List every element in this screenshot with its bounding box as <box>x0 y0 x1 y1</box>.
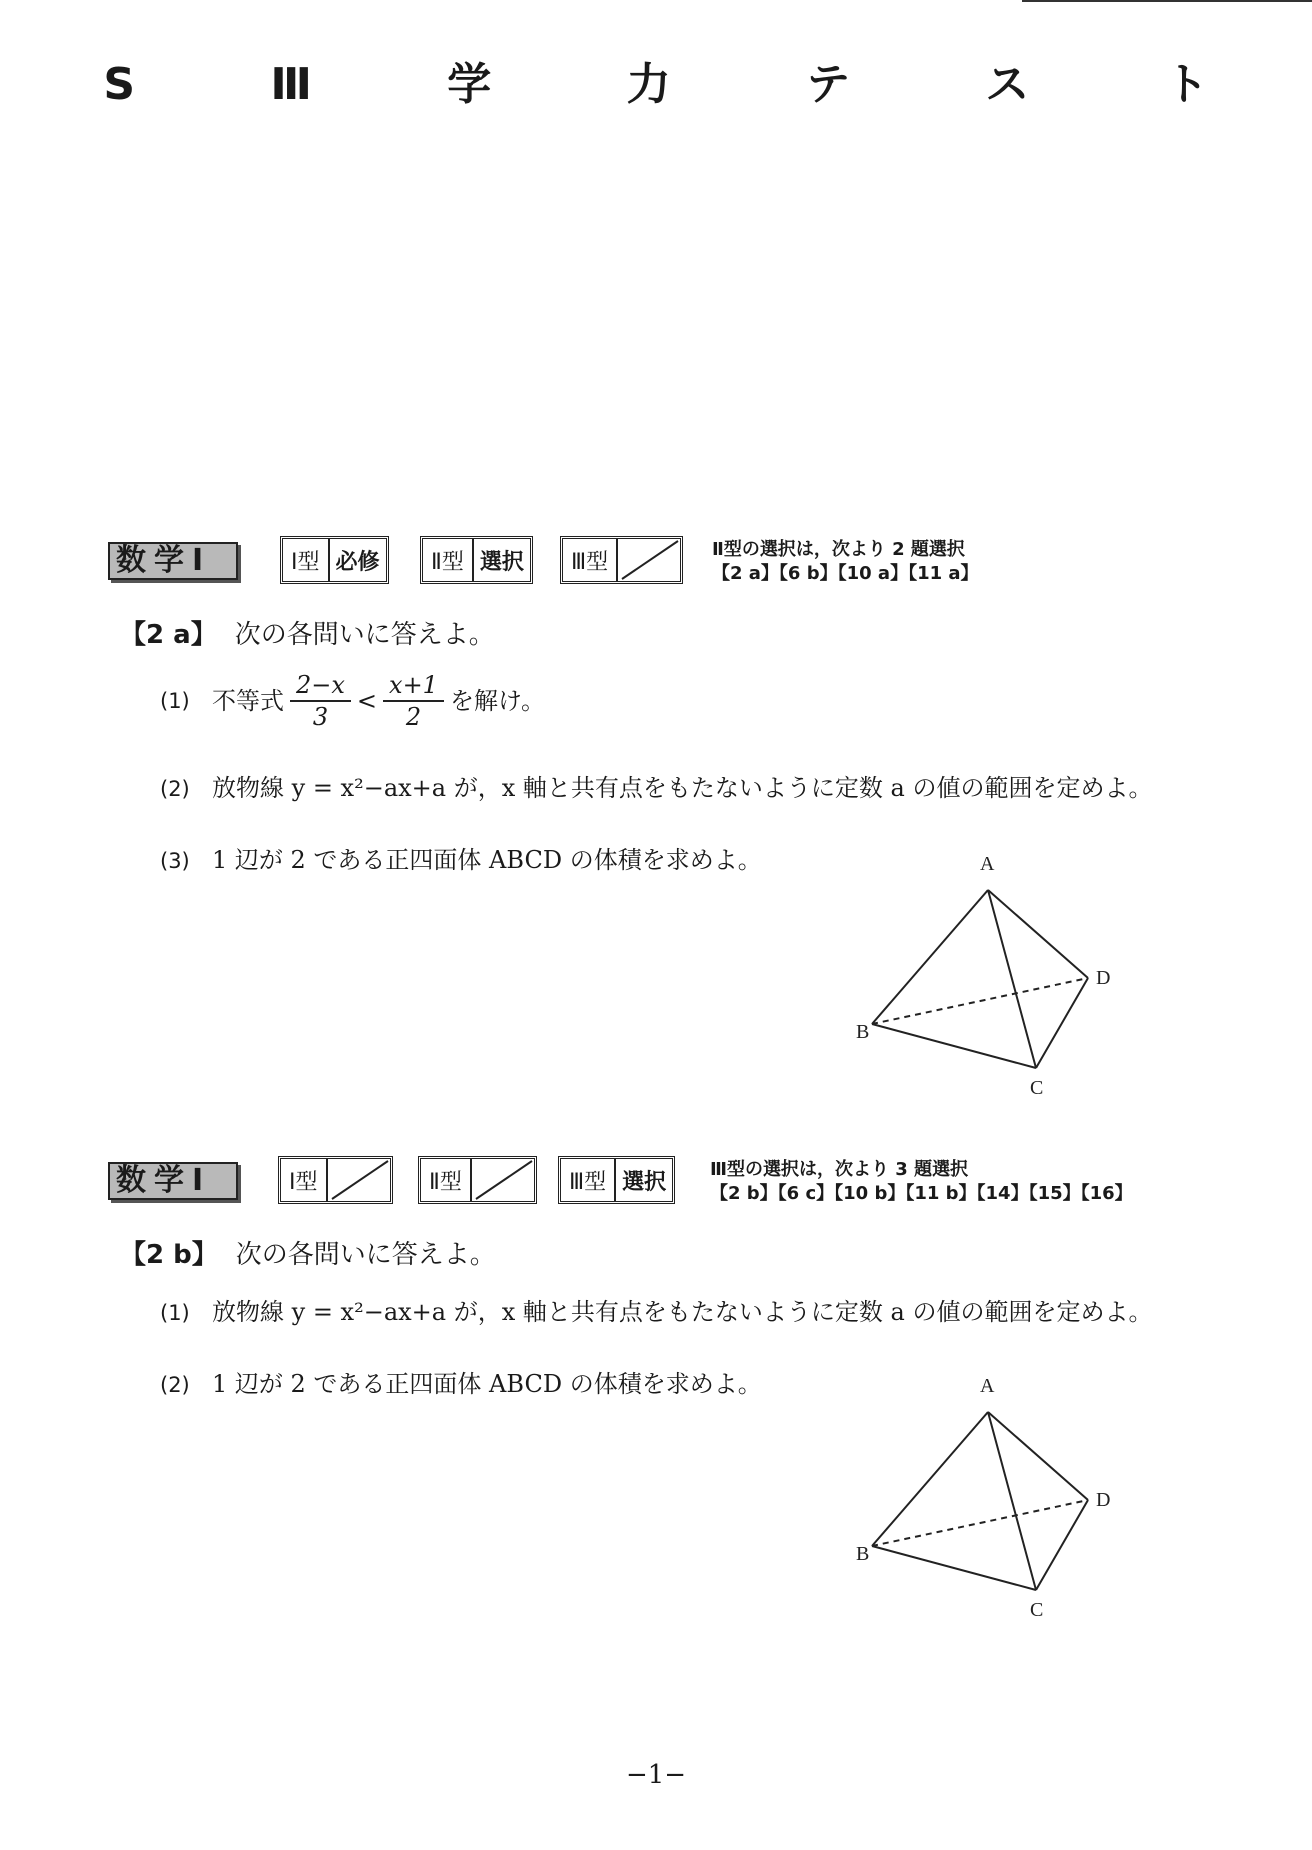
vertex-label-d: D <box>1096 967 1111 989</box>
vertex-label-b: B <box>856 1543 870 1565</box>
vertex-label-c: C <box>1030 1599 1044 1620</box>
not-applicable-slash <box>472 1159 534 1201</box>
question-instruction: 次の各問いに答えよ。 <box>234 620 495 650</box>
fraction-numerator: x+1 <box>383 670 444 702</box>
type-label: Ⅱ型 <box>421 1159 472 1201</box>
item-text: 放物線 y = x²−ax+a が，x 軸と共有点をもたないように定数 a の値の範囲を定めよ。 <box>212 1298 1153 1326</box>
tetrahedron-figure <box>840 1370 1130 1620</box>
tetrahedron-figure <box>840 848 1130 1098</box>
vertex-label-d: D <box>1096 1489 1111 1511</box>
item-number: (1) <box>160 689 190 713</box>
question-item <box>160 838 762 883</box>
type-status: 選択 <box>622 1169 667 1195</box>
selection-note-line2: 【2 a】【6 b】【10 a】【11 a】 <box>712 563 979 584</box>
item-prefix: 不等式 <box>212 687 284 715</box>
vertex-label-a: A <box>980 1375 995 1397</box>
question-instruction: 次の各問いに答えよ。 <box>235 1240 496 1270</box>
item-number: (1) <box>160 1301 190 1325</box>
question-number: 【2 b】 <box>120 1240 218 1270</box>
question-item <box>160 1362 762 1407</box>
item-text: 1 辺が 2 である正四面体 ABCD の体積を求めよ。 <box>212 1370 762 1398</box>
type-label: Ⅲ型 <box>561 1159 616 1201</box>
page-number: −1− <box>625 1760 687 1790</box>
type-label: Ⅰ型 <box>283 539 330 581</box>
type-box <box>278 1156 393 1204</box>
top-edge-line <box>1022 0 1312 2</box>
vertex-label-b: B <box>856 1021 870 1043</box>
fraction-denominator: 3 <box>312 703 329 731</box>
question-header <box>120 614 495 651</box>
type-box <box>420 536 533 584</box>
fraction <box>383 670 444 732</box>
item-text: 放物線 y = x²−ax+a が，x 軸と共有点をもたないように定数 a の値の範囲を定めよ。 <box>212 774 1153 802</box>
vertex-label-c: C <box>1030 1077 1044 1098</box>
question-item <box>160 1290 1152 1335</box>
question-number: 【2 a】 <box>120 620 217 650</box>
type-box <box>560 536 683 584</box>
question-header <box>120 1234 496 1271</box>
type-status: 選択 <box>479 549 524 575</box>
fraction-denominator: 2 <box>405 703 422 731</box>
item-number: (2) <box>160 1373 190 1397</box>
question-item <box>160 670 545 732</box>
selection-note-line2: 【2 b】【6 c】【10 b】【11 b】【14】【15】【16】 <box>710 1183 1133 1204</box>
item-suffix: を解け。 <box>449 687 545 715</box>
fraction-numerator: 2−x <box>290 670 351 702</box>
type-label: Ⅰ型 <box>281 1159 328 1201</box>
type-box <box>558 1156 675 1204</box>
selection-note-line1: Ⅲ型の選択は，次より 3 題選択 <box>710 1159 969 1180</box>
item-number: (2) <box>160 777 190 801</box>
item-text: 1 辺が 2 である正四面体 ABCD の体積を求めよ。 <box>212 846 762 874</box>
fraction <box>290 670 351 732</box>
type-label: Ⅲ型 <box>563 539 618 581</box>
subject-label: 数学Ⅰ <box>108 1162 238 1200</box>
type-status: 必修 <box>335 549 380 575</box>
not-applicable-slash <box>328 1159 390 1201</box>
selection-note-line1: Ⅱ型の選択は，次より 2 題選択 <box>712 539 965 560</box>
vertex-label-a: A <box>980 853 995 875</box>
selection-note <box>712 538 979 586</box>
type-label: Ⅱ型 <box>423 539 474 581</box>
inequality-sign: < <box>356 687 378 715</box>
type-box <box>280 536 389 584</box>
selection-note <box>710 1158 1133 1206</box>
question-item <box>160 766 1152 811</box>
type-box <box>418 1156 537 1204</box>
page-title: S Ⅲ 学 力 テ ス ト <box>103 59 1269 110</box>
subject-label: 数学Ⅰ <box>108 542 238 580</box>
item-number: (3) <box>160 849 190 873</box>
not-applicable-slash <box>618 539 680 581</box>
